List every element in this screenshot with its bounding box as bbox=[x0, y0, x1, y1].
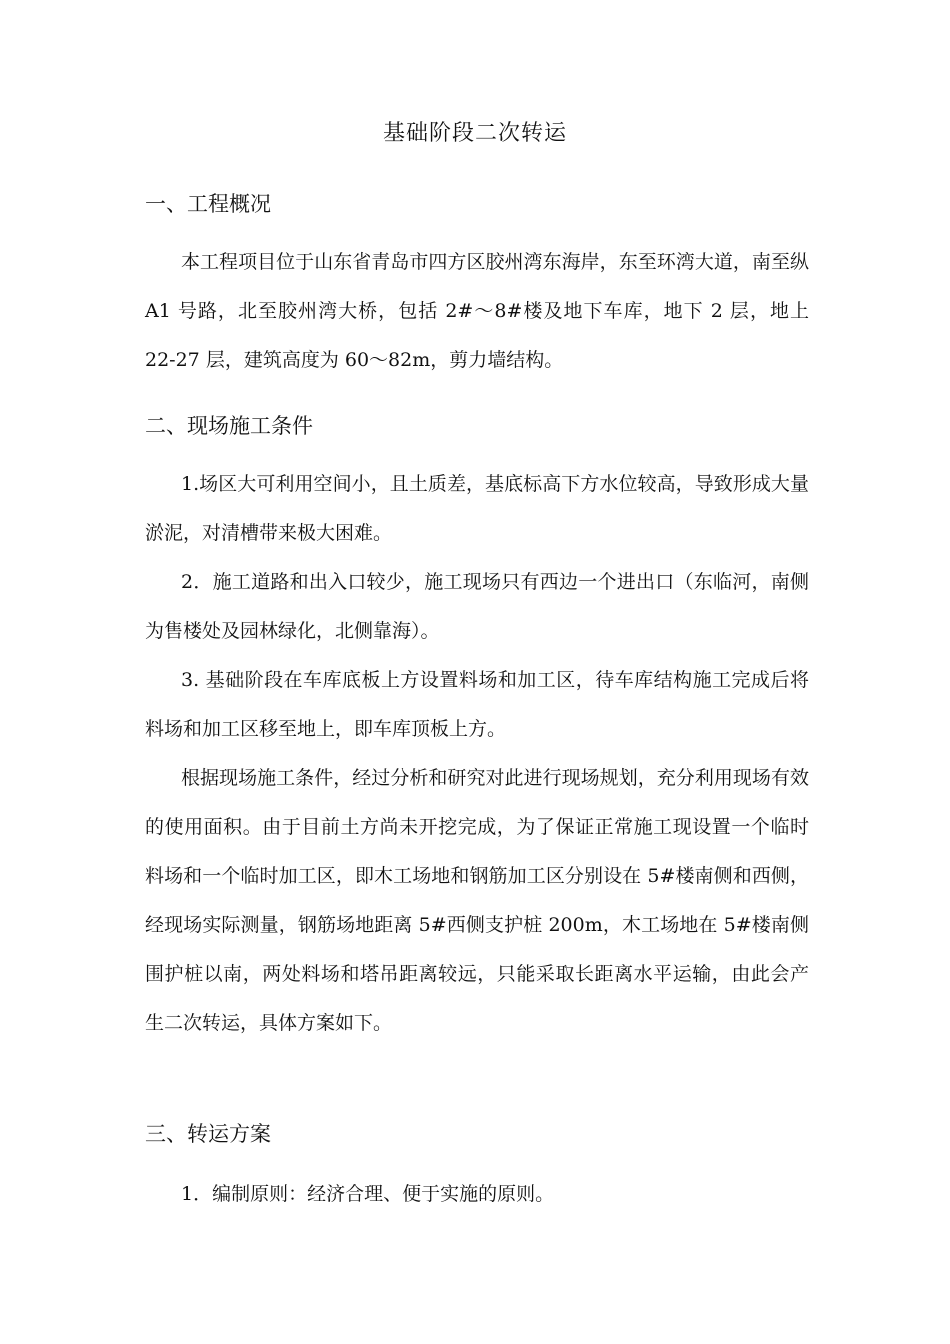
paragraph-site-planning: 根据现场施工条件，经过分析和研究对此进行现场规划，充分利用现场有效的使用面积。由于目前土方尚未开挖完成，为了保证正常施工现设置一个临时料场和一个临时加工区，即木工场地和钢筋加工区分别设在 5#楼南侧和西侧，经现场实际测量，钢筋场地距离 5#西侧支护桩 200m，木工场地在 5#楼南侧围护桩以南，两处料场和塔吊距离较远，只能采取长距离水平运输，由此会产生二次转运，具体方案如下。 bbox=[145, 767, 809, 1034]
section-heading-overview: 一、工程概况 bbox=[145, 192, 271, 216]
section-heading-transfer-plan: 三、转运方案 bbox=[145, 1122, 271, 1146]
paragraph-project-overview: 本工程项目位于山东省青岛市四方区胶州湾东海岸，东至环湾大道，南至纵 A1 号路，北至胶州湾大桥，包括 2#～8#楼及地下车库，地下 2 层，地上 22-27 层，建筑高度为 60～82m，剪力墙结构。 bbox=[145, 251, 809, 371]
section-heading-site-conditions: 二、现场施工条件 bbox=[145, 414, 313, 438]
paragraph-condition-2: 2．施工道路和出入口较少，施工现场只有西边一个进出口（东临河，南侧为售楼处及园林绿化，北侧靠海）。 bbox=[145, 571, 809, 642]
paragraph-condition-3: 3. 基础阶段在车库底板上方设置料场和加工区，待车库结构施工完成后将料场和加工区移至地上，即车库顶板上方。 bbox=[145, 669, 809, 740]
paragraph-condition-1: 1.场区大可利用空间小，且土质差，基底标高下方水位较高，导致形成大量淤泥，对清槽带来极大困难。 bbox=[145, 473, 809, 544]
document-title: 基础阶段二次转运 bbox=[382, 121, 567, 146]
paragraph-principle: 1．编制原则：经济合理、便于实施的原则。 bbox=[181, 1183, 555, 1205]
